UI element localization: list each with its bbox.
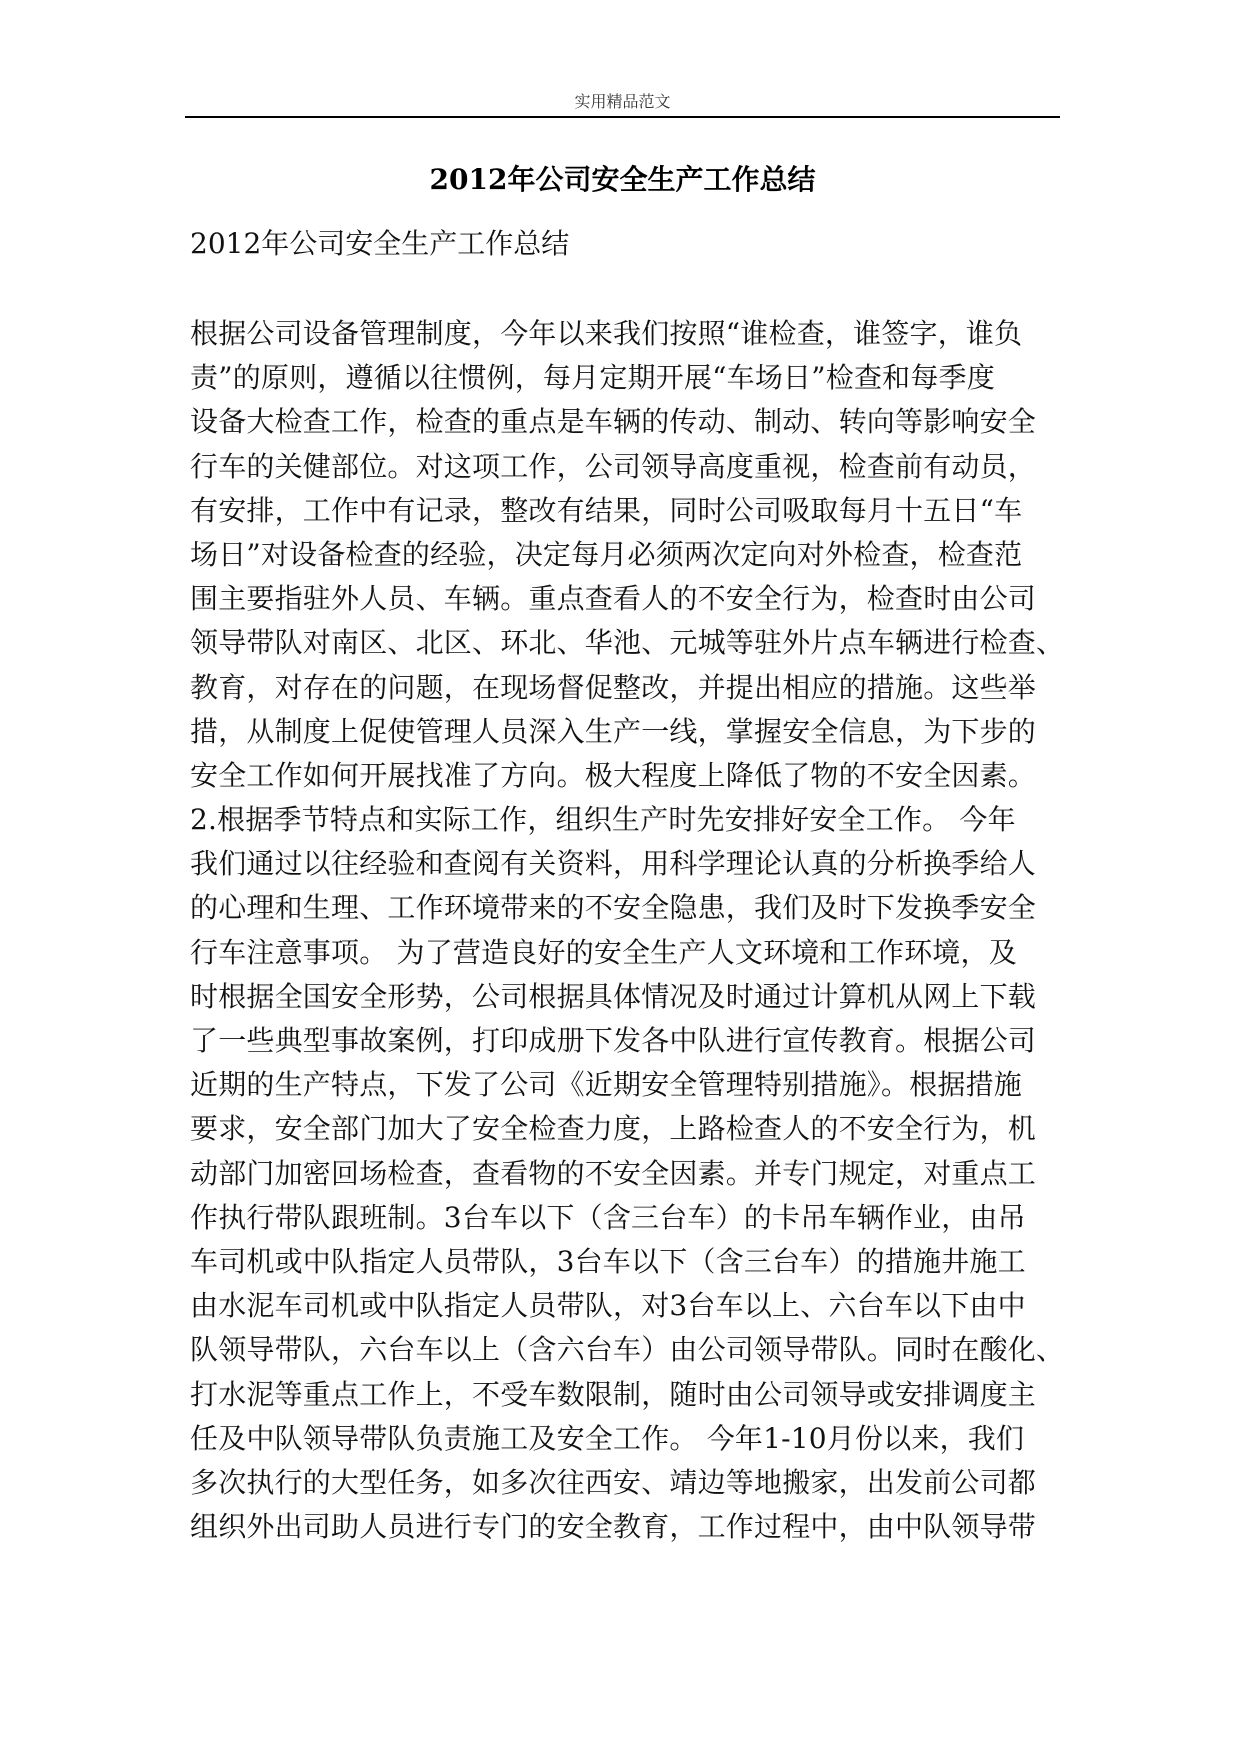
body-line: 设备大检查工作，检查的重点是车辆的传动、制动、转向等影响安全: [190, 405, 1037, 439]
body-line: 措，从制度上促使管理人员深入生产一线，掌握安全信息，为下步的: [190, 714, 1037, 748]
body-line: 围主要指驻外人员、车辆。重点查看人的不安全行为，检查时由公司: [190, 582, 1037, 616]
body-line: 任及中队领导带队负责施工及安全工作。 今年1-10月份以来，我们: [190, 1421, 1025, 1455]
body-line: 要求，安全部门加大了安全检查力度，上路检查人的不安全行为，机: [190, 1112, 1037, 1146]
body-line: 场日”对设备检查的经验，决定每月必须两次定向对外检查，检查范: [190, 537, 1023, 571]
body-line: 时根据全国安全形势，公司根据具体情况及时通过计算机从网上下载: [190, 979, 1037, 1013]
body-line: 动部门加密回场检查，查看物的不安全因素。并专门规定，对重点工: [190, 1156, 1037, 1190]
body-line: 多次执行的大型任务，如多次往西安、靖边等地搬家，出发前公司都: [190, 1465, 1037, 1499]
body-line: 队领导带队，六台车以上（含六台车）由公司领导带队。同时在酸化、: [190, 1333, 1065, 1367]
body-line: 打水泥等重点工作上，不受车数限制，随时由公司领导或安排调度主: [190, 1377, 1037, 1411]
body-line: 根据公司设备管理制度，今年以来我们按照“谁检查，谁签字，谁负: [190, 317, 1023, 350]
header-divider: [185, 116, 1060, 118]
body-line: 了一些典型事故案例，打印成册下发各中队进行宣传教育。根据公司: [190, 1024, 1037, 1057]
body-line: 行车的关健部位。对这项工作，公司领导高度重视，检查前有动员，: [190, 449, 1037, 483]
body-line: 行车注意事项。 为了营造良好的安全生产人文环境和工作环境，及: [190, 935, 1017, 969]
body-line: 作执行带队跟班制。3台车以下（含三台车）的卡吊车辆作业，由吊: [190, 1200, 1026, 1234]
body-line: 车司机或中队指定人员带队，3台车以下（含三台车）的措施井施工: [190, 1244, 1026, 1278]
body-line: 的心理和生理、工作环境带来的不安全隐患，我们及时下发换季安全: [190, 891, 1037, 925]
body-line: 由水泥车司机或中队指定人员带队，对3台车以上、六台车以下由中: [190, 1289, 1026, 1323]
document-title: 2012年公司安全生产工作总结: [429, 163, 816, 196]
body-line: 我们通过以往经验和查阅有关资料，用科学理论认真的分析换季给人: [190, 847, 1037, 881]
running-header: 实用精品范文: [574, 92, 671, 111]
body-line: 教育，对存在的问题，在现场督促整改，并提出相应的措施。这些举: [190, 670, 1037, 704]
body-line: 安全工作如何开展找准了方向。极大程度上降低了物的不安全因素。: [190, 758, 1037, 792]
body-line: 责”的原则，遵循以往惯例，每月定期开展“车场日”检查和每季度: [190, 361, 995, 395]
body-text: [190, 312, 1065, 1549]
body-line: 组织外出司助人员进行专门的安全教育，工作过程中，由中队领导带: [190, 1510, 1037, 1544]
body-line: 2.根据季节特点和实际工作，组织生产时先安排好安全工作。 今年: [190, 803, 1016, 837]
body-line: 近期的生产特点，下发了公司《近期安全管理特别措施》。根据措施: [190, 1068, 1023, 1102]
body-line: 领导带队对南区、北区、环北、华池、元城等驻外片点车辆进行检查、: [190, 626, 1065, 660]
document-subtitle: 2012年公司安全生产工作总结: [190, 227, 570, 260]
body-line: 有安排，工作中有记录，整改有结果，同时公司吸取每月十五日“车: [190, 493, 1023, 527]
